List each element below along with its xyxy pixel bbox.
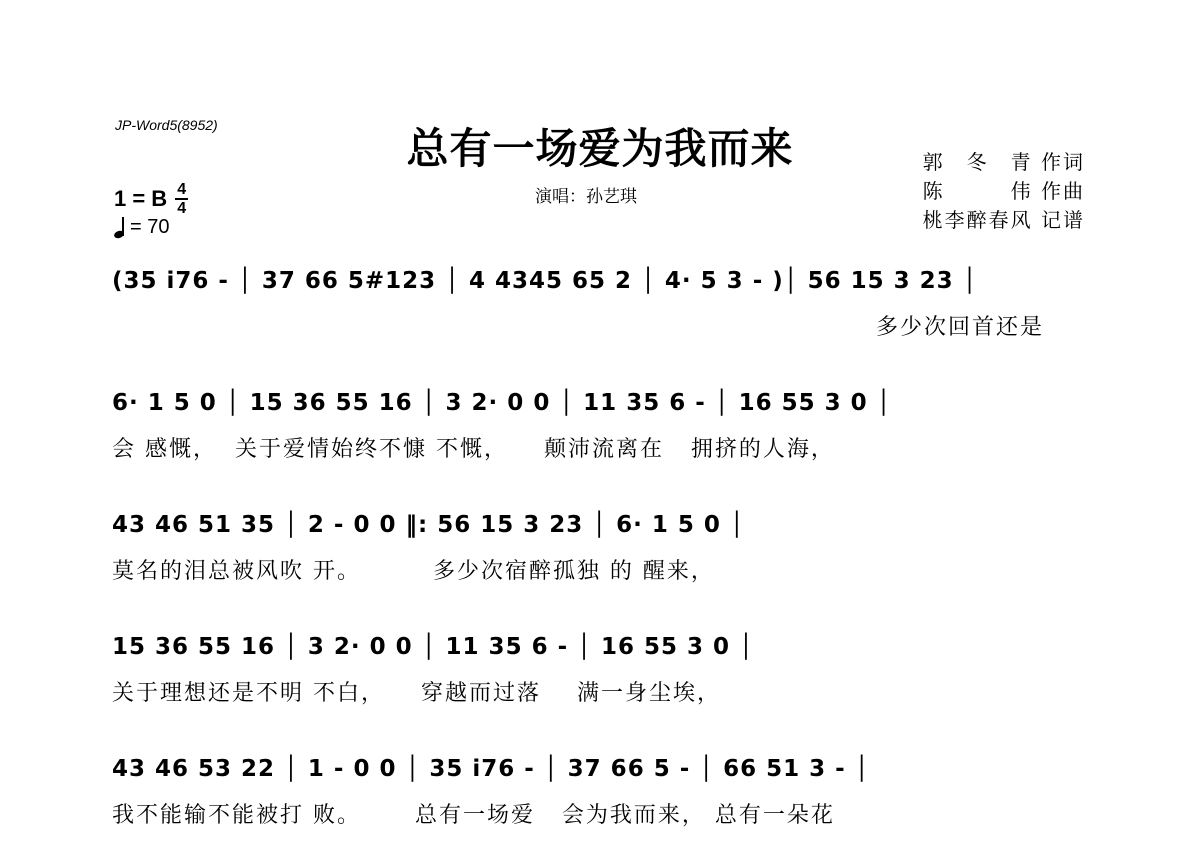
lyrics-line: 多少次回首还是 xyxy=(876,315,1045,340)
lyrics-line: 关于理想还是不明 不白， 穿越而过落 满一身尘埃， xyxy=(112,681,721,706)
transcriber-credit: 桃李醉春风 记谱 xyxy=(922,208,1085,232)
key-label: 1 = B xyxy=(114,186,168,211)
time-signature-top: 4 xyxy=(177,181,187,198)
notation-line: 6· 1 5 0 │ 15 36 55 16 │ 3 2· 0 0 │ 11 35 6 - │ 16 55 3 0 │ xyxy=(112,390,892,416)
time-signature xyxy=(175,182,188,216)
notation-line: 15 36 55 16 │ 3 2· 0 0 │ 11 35 6 - │ 16 55 3 0 │ xyxy=(112,634,754,660)
lyricist-credit: 郭 冬 青 作词 xyxy=(922,150,1085,174)
song-title: 总有一场爱为我而来 xyxy=(406,124,794,173)
lyrics-line: 莫名的泪总被风吹 开。 多少次宿醉孤独 的 醒来， xyxy=(112,559,715,584)
key-signature xyxy=(114,182,188,216)
quarter-note-icon xyxy=(114,215,128,239)
lyrics-line: 会 感慨， 关于爱情始终不慷 不慨， 颠沛流离在 拥挤的人海， xyxy=(112,437,835,462)
source-label: JP-Word5(8952) xyxy=(115,117,218,133)
notation-line: 43 46 53 22 │ 1 - 0 0 │ 35 i76 - │ 37 66 5 - │ 66 51 3 - │ xyxy=(112,756,870,782)
time-signature-bottom: 4 xyxy=(177,200,187,217)
tempo-marking xyxy=(114,215,169,239)
credits-block xyxy=(923,148,1085,235)
singer-credit: 演唱：孙艺琪 xyxy=(535,187,637,207)
composer-credit: 陈 伟 作曲 xyxy=(922,179,1085,203)
notation-line: (35 i76 - │ 37 66 5#123 │ 4 4345 65 2 │ 4· 5 3 - )│ 56 15 3 23 │ xyxy=(112,268,978,294)
notation-line: 43 46 51 35 │ 2 - 0 0 ‖: 56 15 3 23 │ 6· 1 5 0 │ xyxy=(112,512,745,538)
lyrics-line: 我不能输不能被打 败。 总有一场爱 会为我而来， 总有一朵花 xyxy=(112,803,835,828)
tempo-value: = 70 xyxy=(130,215,170,238)
